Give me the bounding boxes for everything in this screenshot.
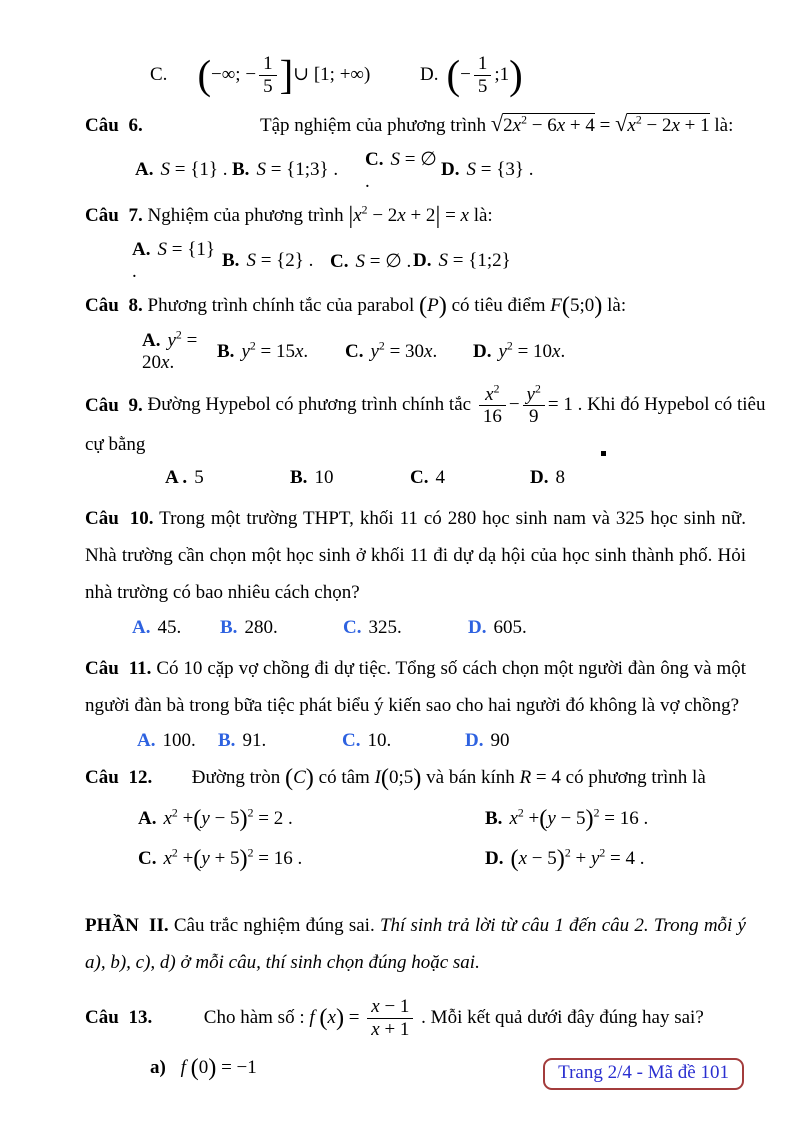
question-9-text-continued: cự bằng <box>85 434 146 456</box>
option-d-value: 8 <box>555 467 565 489</box>
page-number-label: Trang 2/4 - Mã đề 101 <box>558 1062 729 1083</box>
option-a <box>132 239 222 283</box>
option-b <box>220 617 343 639</box>
question-9-number: Câu 9. <box>85 394 143 416</box>
option-b-value: 280. <box>244 617 278 639</box>
option-b-math: S = {1;3} . <box>256 159 339 181</box>
option-c <box>342 730 465 752</box>
option-d <box>530 467 746 489</box>
question-7-text: Nghiệm của phương trình $|x^2 - 2x + 2| = x$ là: <box>147 201 493 229</box>
option-c-math: (−∞; − $\frac{1}{5}$ ]∪ [1; +∞) <box>197 52 371 98</box>
option-c <box>343 617 468 639</box>
option-a-label: A. <box>138 807 157 829</box>
part2-italic-note: Thí sinh trả lời từ câu 1 đến câu 2. Trong mỗi ý a), b), c), d) ở mỗi câu, thí sinh chọn đúng hoặc sai. <box>85 915 746 974</box>
option-d <box>413 250 746 272</box>
question-11-number: Câu 11. <box>85 658 152 680</box>
option-b <box>222 250 330 272</box>
option-b-math: $y^2 = 15x$. <box>241 339 309 362</box>
option-b <box>217 341 345 363</box>
question-12-text: Đường tròn (C) có tâm I(0;5) và bán kính R = 4 có phương trình là <box>191 764 706 792</box>
option-c-math: $x^2 +(y + 5)^2 = 16$ . <box>163 845 303 872</box>
option-a-math: S = {1} . <box>160 159 228 181</box>
option-c <box>410 467 530 489</box>
option-d-label: D. <box>468 617 487 639</box>
option-d <box>441 159 746 181</box>
option-a-label: A. <box>137 730 156 752</box>
option-b-label: B. <box>217 340 235 362</box>
option-a <box>137 730 218 752</box>
question-6-heading <box>85 111 746 137</box>
option-a-value: 5 <box>194 467 204 489</box>
question-12-heading <box>85 766 746 790</box>
option-b-label: B. <box>220 617 238 639</box>
option-b-label: B. <box>222 250 240 272</box>
question-7-number: Câu 7. <box>85 204 143 226</box>
option-c-label: C. <box>330 250 349 272</box>
option-c-label: C. <box>345 340 364 362</box>
option-d-label: D. <box>485 848 504 870</box>
question-8-options <box>85 330 746 374</box>
question-10-number: Câu 10. <box>85 508 154 530</box>
option-c-value: 10. <box>367 730 392 752</box>
option-b <box>218 730 342 752</box>
option-a <box>135 159 232 181</box>
option-c-value: 325. <box>368 617 402 639</box>
question-13-text: Cho hàm số : f (x) = $\frac{x - 1}{x + 1}$ . Mỗi kết quả dưới đây đúng hay sai? <box>203 996 704 1041</box>
option-a-value: 45. <box>157 617 182 639</box>
option-c <box>345 341 473 363</box>
question-12-options <box>85 804 746 872</box>
option-c-value: 4 <box>435 467 445 489</box>
option-d-value: 605. <box>493 617 527 639</box>
option-d-math: (− $\frac{1}{5}$ ;1) <box>446 52 523 98</box>
question-9-options <box>85 467 746 489</box>
option-d <box>420 54 746 97</box>
question-11-paragraph <box>85 650 746 724</box>
part2-label: PHẦN II. <box>85 915 169 937</box>
option-a-value: 100. <box>162 730 196 752</box>
previous-question-options <box>85 54 746 97</box>
option-a <box>132 617 220 639</box>
option-c-label: C. <box>150 63 168 85</box>
option-a-math: $x^2 +(y - 5)^2 = 2$ . <box>163 804 293 832</box>
option-d <box>468 617 746 639</box>
option-d <box>485 847 746 871</box>
option-b-math: S = {2} . <box>246 250 314 272</box>
part2-instructions <box>85 907 746 981</box>
question-6-text: Tập nghiệm của phương trình $√2x^2 - 6x + 4 = √x^2 - 2x + 1$ là: <box>259 110 734 136</box>
question-13-number: Câu 13. <box>85 1007 153 1029</box>
option-b-math: $x^2 +(y - 5)^2 = 16$ . <box>509 804 649 832</box>
option-c <box>365 148 441 193</box>
question-8-heading <box>85 294 746 318</box>
option-d-label: D. <box>473 340 492 362</box>
question-6-number: Câu 6. <box>85 114 143 136</box>
option-b-value: 10 <box>314 467 334 489</box>
option-b-label: B. <box>218 730 236 752</box>
question-9-heading <box>85 382 766 428</box>
option-a-math: $y^2 = 20x$. <box>142 328 198 373</box>
option-a-label: A. <box>135 159 154 181</box>
option-d-label: D. <box>530 467 549 489</box>
option-d <box>473 341 746 363</box>
question-10-options <box>85 617 746 639</box>
option-b-label: B. <box>485 807 503 829</box>
option-a <box>142 330 217 374</box>
question-6-options <box>85 148 746 193</box>
option-d-math: S = {1;2} <box>438 250 511 272</box>
option-c-math: S = ∅ . <box>355 250 412 272</box>
option-a-label: A. <box>132 617 151 639</box>
question-11-options <box>85 730 746 752</box>
option-c-math: $y^2 = 30x$. <box>370 339 438 362</box>
page-footer-badge <box>543 1058 744 1090</box>
option-b <box>232 159 365 181</box>
option-c <box>330 250 413 273</box>
option-b <box>290 467 410 489</box>
question-9-text: Đường Hypebol có phương trình chính tắc $\frac{x^2}{16}$ − $\frac{y^2}{9}$ = 1 . Khi đó Hypebol có tiêu <box>147 382 766 428</box>
option-c-label: C. <box>343 617 362 639</box>
option-b-label: B. <box>290 467 308 489</box>
option-c-label: C. <box>342 730 361 752</box>
option-d-label: D. <box>413 250 432 272</box>
option-a <box>165 467 290 489</box>
question-12-number: Câu 12. <box>85 767 153 789</box>
question-7-options <box>85 239 746 283</box>
stray-dot <box>601 451 606 456</box>
option-d-label: D. <box>441 159 460 181</box>
option-d-math: S = {3} . <box>466 159 534 181</box>
option-a-label: A. <box>132 239 151 261</box>
option-b <box>485 804 746 832</box>
item-a-label: a) <box>150 1057 166 1079</box>
option-c-label: C. <box>410 467 429 489</box>
option-c <box>150 54 420 97</box>
option-b-label: B. <box>232 159 250 181</box>
option-c <box>138 847 485 871</box>
question-8-text: Phương trình chính tắc của parabol (P) có tiêu điểm F(5;0) là: <box>147 292 627 320</box>
part2-subtitle: Câu trắc nghiệm đúng sai. <box>173 915 375 937</box>
question-8-number: Câu 8. <box>85 295 143 317</box>
option-a-label: A. <box>142 329 161 351</box>
question-10-text: Trong một trường THPT, khối 11 có 280 học sinh nam và 325 học sinh nữ. Nhà trường cần chọn một học sinh ở khối 11 đi dự dạ hội của học sinh thành phố. Hỏi nhà trường có bao nhiêu cách chọn? <box>85 508 746 604</box>
option-d-label: D. <box>420 63 439 85</box>
question-9-heading-line2 <box>85 434 746 456</box>
option-a-math: S = {1} . <box>132 239 215 283</box>
option-a <box>138 804 485 832</box>
option-d-value: 90 <box>490 730 510 752</box>
option-c-label: C. <box>138 848 157 870</box>
option-d-label: D. <box>465 730 484 752</box>
option-d <box>465 730 746 752</box>
question-13-heading <box>85 997 746 1040</box>
option-a-label: A . <box>165 467 188 489</box>
option-d-math: $(x - 5)^2 + y^2 = 4$ . <box>510 845 645 872</box>
item-a-math: f (0) = −1 <box>180 1054 257 1082</box>
option-c-math: S = ∅ . <box>365 148 437 192</box>
option-b-value: 91. <box>242 730 267 752</box>
question-11-text: Có 10 cặp vợ chồng đi dự tiệc. Tổng số cách chọn một người đàn ông và một người đàn bà trong bữa tiệc phát biểu ý kiến sao cho hai người đó không là vợ chồng? <box>85 658 747 717</box>
question-7-heading <box>85 201 746 229</box>
option-d-math: $y^2 = 10x$. <box>498 339 566 362</box>
option-c-label: C. <box>365 148 384 170</box>
question-10-paragraph <box>85 500 746 611</box>
